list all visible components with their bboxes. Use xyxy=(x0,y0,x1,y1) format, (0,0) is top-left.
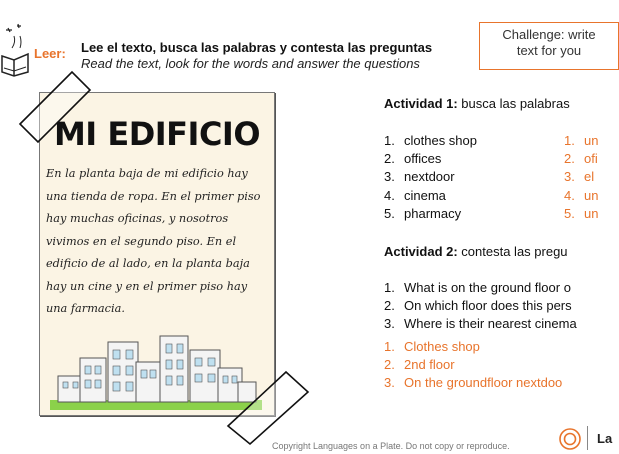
challenge-line-1: Challenge: write xyxy=(502,27,596,42)
activity2-title-bold: Actividad 2: xyxy=(384,244,458,259)
logo-divider xyxy=(587,426,588,450)
activity2-title xyxy=(384,244,568,259)
challenge-box xyxy=(479,22,619,70)
answer-item: 3. On the groundfloor nextdoo xyxy=(384,375,563,391)
question-item: 3. Where is their nearest cinema xyxy=(384,316,577,332)
answer-item: 2. 2nd floor xyxy=(384,357,455,373)
activity1-title xyxy=(384,96,570,111)
activity1-english-list xyxy=(384,132,477,223)
leer-label: Leer: xyxy=(34,46,66,61)
list-item: 5. pharmacy xyxy=(384,205,462,221)
logo-text: La xyxy=(597,431,613,446)
copyright-footer: Copyright Languages on a Plate. Do not copy or reproduce. xyxy=(272,441,510,451)
activity2-title-rest: contesta las pregu xyxy=(457,244,568,259)
list-item: 2. ofi xyxy=(564,151,598,167)
logo-icon xyxy=(559,428,581,450)
list-item: 1. clothes shop xyxy=(384,133,477,148)
list-item: 3. el xyxy=(564,169,595,185)
challenge-line-2: text for you xyxy=(516,43,582,58)
answer-item: 1. Clothes shop xyxy=(384,339,480,354)
question-item: 1. What is on the ground floor o xyxy=(384,280,571,295)
activity2-questions xyxy=(384,279,577,334)
question-item: 2. On which floor does this pers xyxy=(384,298,572,314)
list-item: 3. nextdoor xyxy=(384,169,455,185)
activity2-answers xyxy=(384,338,562,393)
list-item: 4. cinema xyxy=(384,187,446,203)
activity1-title-rest: busca las palabras xyxy=(457,96,570,111)
card-text: En la planta baja de mi edificio hay una tienda de ropa. En el primer piso hay muchas oficinas, y nosotros vivimos en el segundo piso. En el edificio de al lado, en la planta baja hay un cine y en el primer piso hay una farmacia. xyxy=(46,167,261,315)
tape-top-left xyxy=(18,70,92,144)
list-item: 1. un xyxy=(564,133,599,148)
book-icon xyxy=(0,22,30,76)
tape-bottom-right xyxy=(226,370,310,446)
activity1-title-bold: Actividad 1: xyxy=(384,96,458,111)
activity1-spanish-list xyxy=(564,132,598,223)
card-title: MI EDIFICIO xyxy=(53,115,261,153)
instruction-english: Read the text, look for the words and answer the questions xyxy=(81,56,420,71)
instruction-spanish: Lee el texto, busca las palabras y contesta las preguntas xyxy=(81,40,433,55)
list-item: 4. un xyxy=(564,187,599,203)
list-item: 2. offices xyxy=(384,151,442,167)
list-item: 5. un xyxy=(564,205,599,221)
